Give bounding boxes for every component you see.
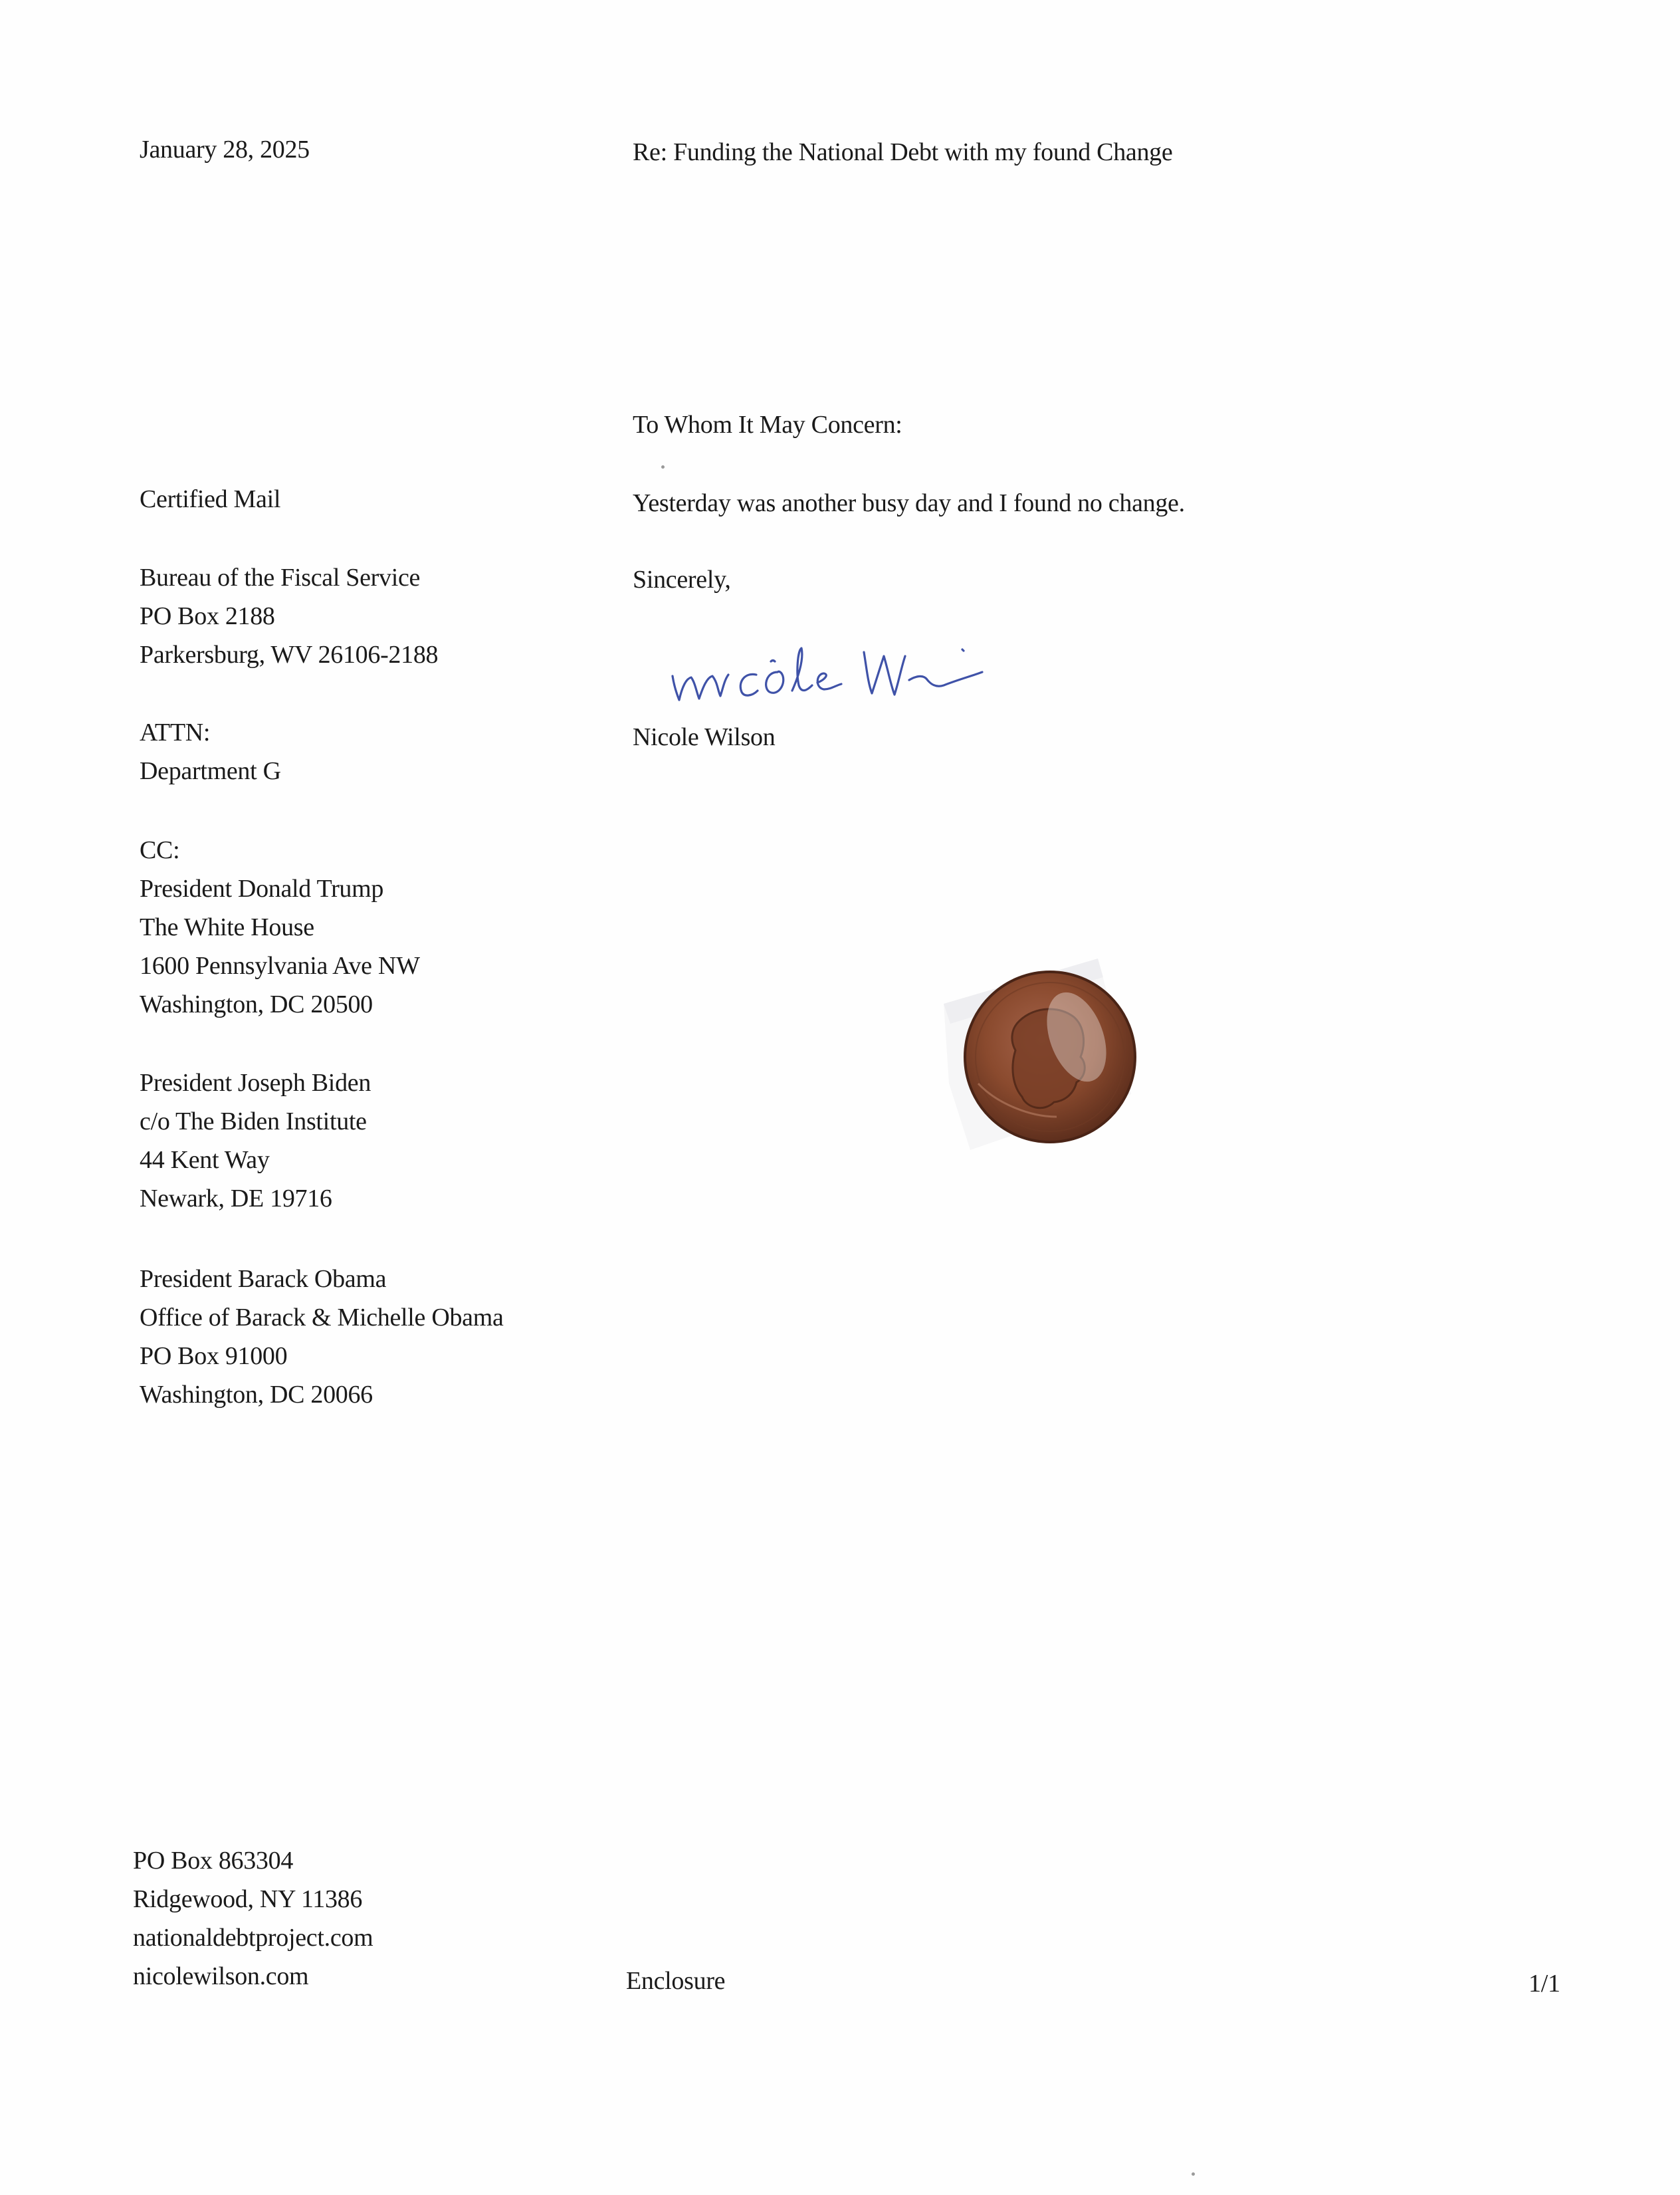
page-number: 1/1 (1528, 1970, 1560, 1998)
signer-name: Nicole Wilson (633, 723, 776, 751)
website-link[interactable]: nationaldebtproject.com (133, 1924, 373, 1952)
cc-line: Washington, DC 20500 (140, 990, 373, 1018)
attn-value: Department G (140, 757, 281, 785)
cc-line: 1600 Pennsylvania Ave NW (140, 952, 420, 980)
attn-label: ATTN: (140, 719, 211, 747)
attn-block (140, 713, 281, 790)
letter-subject: Re: Funding the National Debt with my found Change (633, 138, 1173, 166)
cc-address (140, 869, 420, 1024)
sender-line: PO Box 863304 (133, 1847, 294, 1875)
salutation: To Whom It May Concern: (633, 411, 902, 439)
letter-body: Yesterday was another busy day and I found no change. (633, 489, 1185, 517)
website-link[interactable]: nicolewilson.com (133, 1962, 309, 1990)
cc-line: President Joseph Biden (140, 1069, 371, 1097)
cc-line: Washington, DC 20066 (140, 1381, 373, 1409)
cc-address (140, 1064, 371, 1218)
enclosure-label: Enclosure (626, 1967, 726, 1995)
cc-line: President Barack Obama (140, 1265, 387, 1293)
sender-line: Ridgewood, NY 11386 (133, 1885, 363, 1913)
mail-type: Certified Mail (140, 485, 281, 513)
scan-speck (1192, 2172, 1195, 2176)
cc-line: President Donald Trump (140, 875, 384, 903)
cc-line: PO Box 91000 (140, 1342, 288, 1370)
cc-line: The White House (140, 913, 314, 941)
cc-line: Newark, DE 19716 (140, 1185, 332, 1213)
cc-address (140, 1260, 504, 1414)
recipient-address (140, 558, 438, 674)
cc-label: CC: (140, 836, 180, 864)
closing: Sincerely, (633, 566, 731, 594)
sender-address (133, 1841, 373, 1996)
cc-line: Office of Barack & Michelle Obama (140, 1304, 504, 1331)
recipient-line: Parkersburg, WV 26106-2188 (140, 641, 439, 669)
recipient-line: Bureau of the Fiscal Service (140, 564, 421, 592)
handwritten-signature (665, 622, 1010, 715)
cc-line: c/o The Biden Institute (140, 1107, 367, 1135)
scan-speck (661, 465, 665, 469)
cc-line: 44 Kent Way (140, 1146, 270, 1174)
recipient-line: PO Box 2188 (140, 602, 275, 630)
letter-date: January 28, 2025 (140, 136, 310, 164)
penny-coin-icon (944, 951, 1156, 1170)
